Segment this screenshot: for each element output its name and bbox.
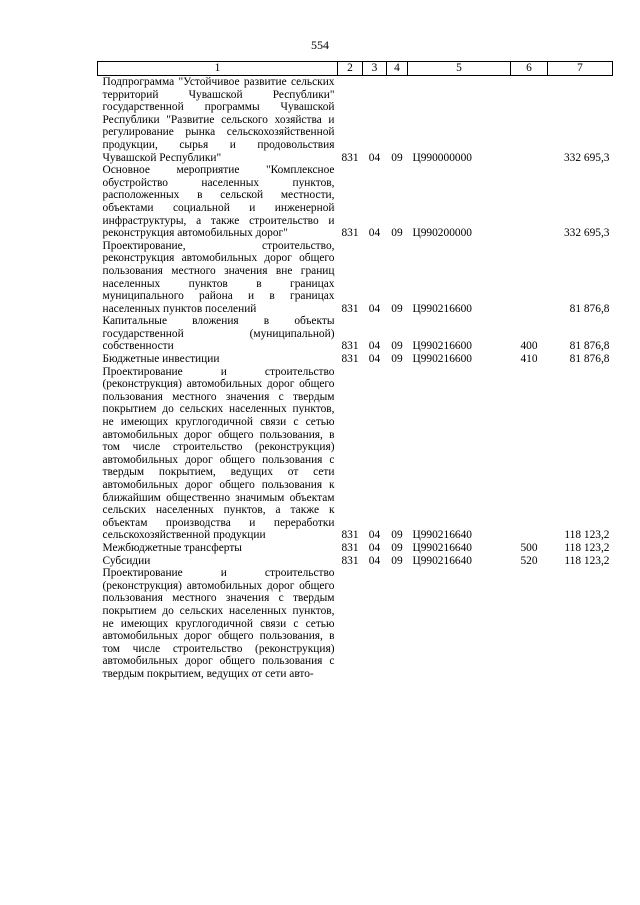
row-admin-code: 831 (341, 151, 359, 164)
header-row (98, 62, 613, 76)
row-section-code: 04 (368, 529, 381, 542)
table-row (98, 555, 613, 568)
row-subsection-code (387, 567, 408, 680)
row-section-code: 04 (368, 554, 381, 567)
row-expense-type-code: 520 (520, 554, 538, 567)
table-row (98, 567, 613, 680)
row-admin-code: 831 (341, 353, 359, 366)
row-name: Капитальные вложения в объекты государственной (муниципальной) собственности (102, 315, 335, 353)
header-col-6: 6 (511, 62, 548, 76)
table-body (98, 76, 613, 681)
header-col-4: 4 (387, 62, 408, 76)
row-section-code: 04 (368, 302, 381, 315)
row-amount: 332 695,3 (563, 227, 610, 240)
row-target-code: Ц990216640 (412, 554, 472, 567)
row-target-code: Ц990200000 (412, 227, 472, 240)
budget-table (97, 61, 613, 681)
row-name: Проектирование и строительство (реконструкция) автомобильных дорог общего пользования местного значения с твердым покрытием до сельских населенных пунктов, не имеющих круглогодичной связи с сетью автомобильных дорог общего пользования, в том числе строительство (реконструкция) автомобильных дорог общего пользования с твердым покрытием, ведущих от сети авто- (102, 567, 335, 680)
row-name: Проектирование и строительство (реконструкция) автомобильных дорог общего пользования местного значения с твердым покрытием до сельских населенных пунктов, не имеющих круглогодичной связи с сетью автомобильных дорог общего пользования, в том числе строительство (реконструкция) автомобильных дорог общего пользования с твердым покрытием, ведущих от сети автомобильных дорог общего пользования к ближайшим общественно значимым объектам сельских населенных пунктов, а также к объектам производства и переработки сельскохозяйственной продукции (102, 365, 335, 542)
row-section-code: 04 (368, 353, 381, 366)
row-name: Основное мероприятие "Комплексное обустройство населенных пунктов, расположенных в сельской местности, объектами социальной и инженерной инфраструктуры, а также строительство и реконструкция автомобильных дорог" (102, 164, 335, 240)
row-expense-type-code (511, 240, 548, 316)
row-subsection-code: 09 (391, 302, 403, 315)
row-expense-type-code (511, 76, 548, 165)
table-row (98, 76, 613, 165)
row-admin-code: 831 (341, 340, 359, 353)
row-expense-type-code: 410 (520, 353, 538, 366)
row-admin-code (338, 567, 363, 680)
table-row (98, 240, 613, 316)
row-target-code (408, 567, 511, 680)
row-amount: 81 876,8 (569, 353, 610, 366)
row-section-code: 04 (368, 227, 381, 240)
row-section-code: 04 (368, 340, 381, 353)
row-target-code: Ц990216600 (412, 353, 472, 366)
header-col-3: 3 (363, 62, 387, 76)
row-target-code: Ц990000000 (412, 151, 472, 164)
row-expense-type-code (511, 366, 548, 542)
row-amount: 81 876,8 (569, 340, 610, 353)
table-header (98, 62, 613, 76)
page-number: 554 (311, 38, 329, 52)
row-subsection-code: 09 (391, 541, 403, 554)
table-row (98, 366, 613, 542)
row-subsection-code: 09 (391, 353, 403, 366)
header-col-5: 5 (408, 62, 511, 76)
row-subsection-code: 09 (391, 227, 403, 240)
row-expense-type-code: 400 (520, 340, 538, 353)
row-subsection-code: 09 (391, 529, 403, 542)
row-subsection-code: 09 (391, 554, 403, 567)
table-row (98, 164, 613, 240)
row-amount: 118 123,2 (564, 541, 610, 554)
row-expense-type-code (511, 567, 548, 680)
row-admin-code: 831 (341, 227, 359, 240)
header-col-2: 2 (338, 62, 363, 76)
row-admin-code: 831 (341, 541, 359, 554)
row-target-code: Ц990216640 (412, 529, 472, 542)
row-name: Подпрограмма "Устойчивое развитие сельских территорий Чувашской Республики" государственной программы Чувашской Республики "Развитие сельского хозяйства и регулирование рынка сельскохозяйственной продукции, сырья и продовольствия Чувашской Республики" (102, 76, 335, 164)
table-row (98, 315, 613, 353)
row-admin-code: 831 (341, 554, 359, 567)
row-target-code: Ц990216600 (412, 340, 472, 353)
row-name: Бюджетные инвестиции (102, 353, 220, 366)
row-amount: 81 876,8 (569, 302, 610, 315)
row-amount: 118 123,2 (564, 529, 610, 542)
table-row (98, 353, 613, 366)
row-amount: 332 695,3 (563, 151, 610, 164)
row-admin-code: 831 (341, 529, 359, 542)
row-subsection-code: 09 (391, 340, 403, 353)
row-expense-type-code (511, 164, 548, 240)
row-section-code: 04 (368, 151, 381, 164)
header-col-1: 1 (98, 62, 338, 76)
row-target-code: Ц990216600 (412, 302, 472, 315)
row-admin-code: 831 (341, 302, 359, 315)
row-amount (548, 567, 613, 680)
table-row (98, 542, 613, 555)
row-amount: 118 123,2 (564, 554, 610, 567)
row-target-code: Ц990216640 (412, 541, 472, 554)
row-section-code (363, 567, 387, 680)
row-subsection-code: 09 (391, 151, 403, 164)
header-col-7: 7 (548, 62, 613, 76)
row-expense-type-code: 500 (520, 541, 538, 554)
row-name: Межбюджетные трансферты (102, 541, 242, 554)
row-section-code: 04 (368, 541, 381, 554)
row-name: Субсидии (102, 554, 151, 567)
row-name: Проектирование, строительство, реконструкция автомобильных дорог общего пользования местного значения вне границ населенных пунктов в границах муниципального района и в границах населенных пунктов поселений (102, 239, 335, 315)
